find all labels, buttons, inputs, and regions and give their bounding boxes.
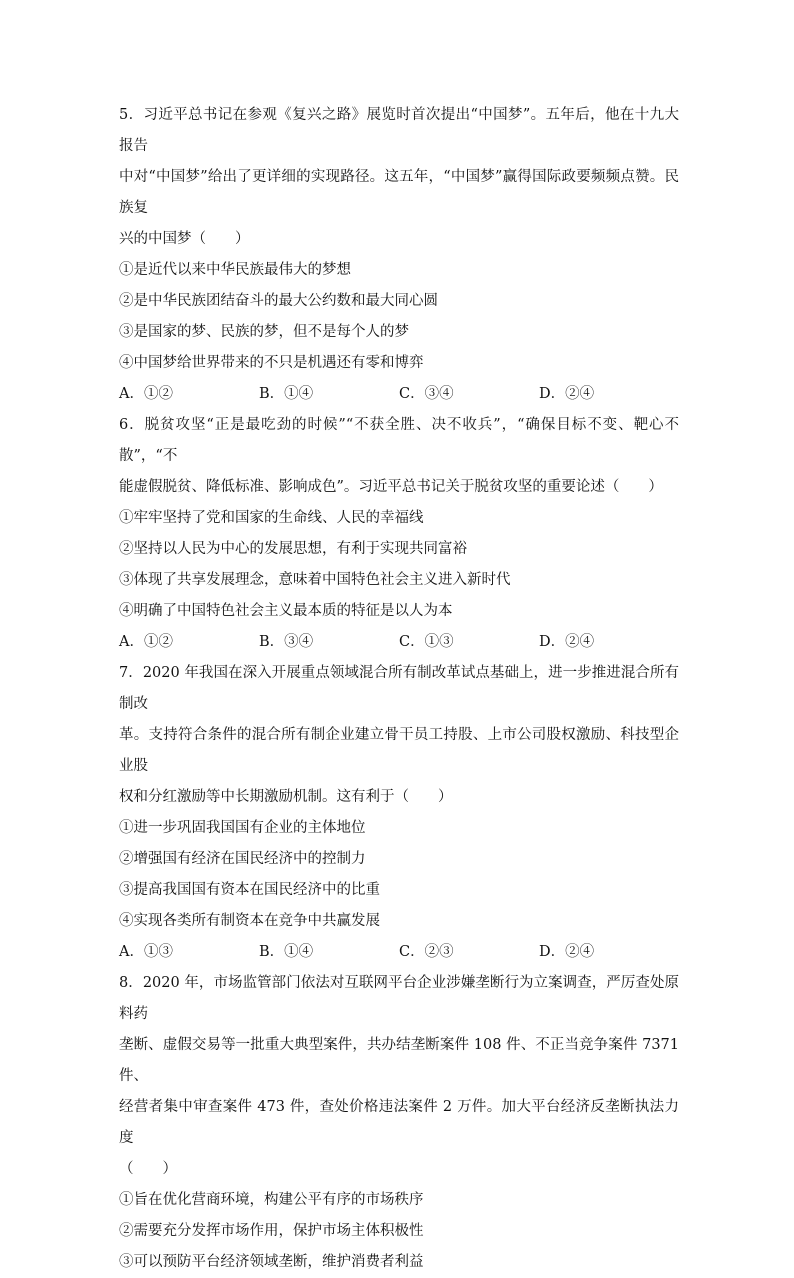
choice-b: B．③④ [259,634,314,650]
question-7 [119,658,679,968]
choice-b: B．①④ [259,944,314,960]
answer-choices [119,379,679,410]
statement-2: ②需要充分发挥市场作用，保护市场主体积极性 [119,1223,424,1239]
statement-1: ①旨在优化营商环境，构建公平有序的市场秩序 [119,1192,424,1208]
statement-1: ①牢牢坚持了党和国家的生命线、人民的幸福线 [119,510,424,526]
stem-line: （ ） [119,1161,177,1177]
statement-2: ②是中华民族团结奋斗的最大公约数和最大同心圆 [119,293,438,309]
statement-3: ③可以预防平台经济领域垄断，维护消费者利益 [119,1254,424,1270]
statement-3: ③是国家的梦、民族的梦，但不是每个人的梦 [119,324,409,340]
stem-line: 7．2020 年我国在深入开展重点领域混合所有制改革试点基础上，进一步推进混合所有制改 [119,665,679,712]
stem-line: 经营者集中审查案件 473 件，查处价格违法案件 2 万件。加大平台经济反垄断执法力度 [119,1099,679,1146]
question-5-stem [119,100,679,255]
stem-line: 兴的中国梦（ ） [119,231,250,247]
choice-c: C．②③ [399,944,454,960]
statement-3: ③体现了共享发展理念，意味着中国特色社会主义进入新时代 [119,572,511,588]
statement-4: ④实现各类所有制资本在竞争中共赢发展 [119,913,380,929]
stem-line: 中对“中国梦”给出了更详细的实现路径。这五年，“中国梦”赢得国际政要频频点赞。民族复 [119,169,679,216]
stem-line: 垄断、虚假交易等一批重大典型案件，共办结垄断案件 108 件、不正当竞争案件 7371 件、 [119,1037,679,1084]
choice-d: D．②④ [539,386,595,402]
answer-choices [119,627,679,658]
question-8-stem [119,968,679,1185]
stem-line: 8．2020 年，市场监管部门依法对互联网平台企业涉嫌垄断行为立案调查，严厉查处原料药 [119,975,679,1022]
stem-line: 5．习近平总书记在参观《复兴之路》展览时首次提出“中国梦”。五年后，他在十九大报告 [119,107,679,154]
choice-b: B．①④ [259,386,314,402]
choice-a: A．①② [119,386,173,402]
statement-3: ③提高我国国有资本在国民经济中的比重 [119,882,380,898]
choice-a: A．①② [119,634,173,650]
statement-2: ②坚持以人民为中心的发展思想，有利于实现共同富裕 [119,541,467,557]
stem-line: 6．脱贫攻坚“正是最吃劲的时候”“不获全胜、决不收兵”，“确保目标不变、靶心不散”，“不 [119,417,679,464]
choice-d: D．②④ [539,634,595,650]
statement-1: ①进一步巩固我国国有企业的主体地位 [119,820,366,836]
stem-line: 革。支持符合条件的混合所有制企业建立骨干员工持股、上市公司股权激励、科技型企业股 [119,727,679,774]
choice-d: D．②④ [539,944,595,960]
answer-choices [119,937,679,968]
question-6-stem [119,410,679,503]
question-8 [119,968,679,1278]
stem-line: 权和分红激励等中长期激励机制。这有利于（ ） [119,789,453,805]
choice-c: C．③④ [399,386,454,402]
choice-c: C．①③ [399,634,454,650]
statement-2: ②增强国有经济在国民经济中的控制力 [119,851,366,867]
statement-4: ④中国梦给世界带来的不只是机遇还有零和博弈 [119,355,424,371]
question-6 [119,410,679,658]
question-5 [119,100,679,410]
question-7-stem [119,658,679,813]
choice-a: A．①③ [119,944,173,960]
stem-line: 能虚假脱贫、降低标准、影响成色”。习近平总书记关于脱贫攻坚的重要论述（ ） [119,479,663,495]
statement-4: ④明确了中国特色社会主义最本质的特征是以人为本 [119,603,453,619]
question-list [119,100,679,1278]
statement-1: ①是近代以来中华民族最伟大的梦想 [119,262,351,278]
